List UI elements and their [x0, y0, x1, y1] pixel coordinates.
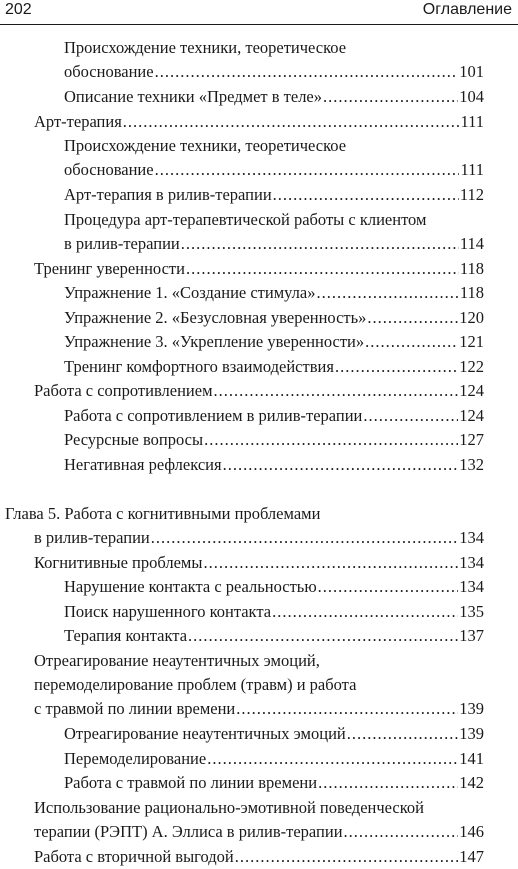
- toc-page-number: 146: [459, 822, 484, 841]
- toc-entry-title: Отреагирование неаутентичных эмоций: [64, 724, 346, 743]
- leader-dots: [344, 820, 459, 844]
- toc-page-number: 121: [459, 332, 484, 351]
- toc-entry-title: Когнитивные проблемы: [34, 553, 203, 572]
- leader-dots: [317, 281, 459, 305]
- toc-page-number: 134: [459, 528, 484, 547]
- leader-dots: [367, 306, 458, 330]
- toc-page-number: 124: [459, 406, 484, 425]
- toc-entry-title: обоснование: [64, 62, 154, 81]
- toc-page-number: 101: [459, 62, 484, 81]
- toc-page-number: 124: [459, 381, 484, 400]
- toc-entry-title: Упражнение 1. «Создание стимула»: [64, 283, 316, 302]
- leader-dots: [155, 158, 460, 182]
- toc-entry-line: Отреагирование неаутентичных эмоций,: [34, 651, 320, 670]
- toc-page-number: 147: [459, 847, 484, 866]
- toc-entry[interactable]: [64, 36, 484, 84]
- toc-entry[interactable]: [64, 183, 484, 207]
- toc-entry-line: Происхождение техники, теоретическое: [64, 136, 347, 155]
- toc-entry[interactable]: [64, 85, 484, 109]
- toc-page-number: 111: [460, 112, 484, 131]
- toc-entry-title: Работа с сопротивлением в рилив-терапии: [64, 406, 363, 425]
- toc-entry-title: Перемоделирование: [64, 749, 207, 768]
- toc-entry-title: Терапия контакта: [64, 626, 188, 645]
- leader-dots: [335, 355, 458, 379]
- toc-entry[interactable]: [34, 551, 484, 575]
- toc-entry-title: Поиск нарушенного контакта: [64, 602, 272, 621]
- toc-page-number: 111: [460, 160, 484, 179]
- toc-entry[interactable]: [64, 771, 484, 795]
- toc-entry-line: перемоделирование проблем (травм) и работа: [34, 675, 357, 694]
- toc-entry[interactable]: [34, 110, 484, 134]
- toc-entry[interactable]: [64, 330, 484, 354]
- leader-dots: [203, 551, 458, 575]
- toc-page-number: 118: [459, 259, 484, 278]
- toc-entry-title: Работа с травмой по линии времени: [64, 773, 318, 792]
- toc-entry-title: терапии (РЭПТ) А. Эллиса в рилив-терапии: [34, 822, 343, 841]
- toc-page-number: 142: [459, 773, 484, 792]
- leader-dots: [151, 526, 459, 550]
- toc-entry-title: в рилив-терапии: [34, 528, 150, 547]
- toc-entry[interactable]: [64, 624, 484, 648]
- toc-entry-title: Арт-терапия в рилив-терапии: [64, 185, 272, 204]
- toc-page-number: 118: [459, 283, 484, 302]
- toc-entry-title: с травмой по линии времени: [34, 699, 236, 718]
- toc-entry-title: обоснование: [64, 160, 154, 179]
- leader-dots: [365, 330, 458, 354]
- toc-entry-title: Работа с сопротивлением: [34, 381, 213, 400]
- leader-dots: [323, 85, 458, 109]
- toc-entry[interactable]: [64, 575, 484, 599]
- leader-dots: [181, 232, 459, 256]
- toc-entry-title: Ресурсные вопросы: [64, 430, 204, 449]
- leader-dots: [123, 110, 460, 134]
- toc-entry-title: Тренинг комфортного взаимодействия: [64, 357, 334, 376]
- toc-page-number: 127: [459, 430, 484, 449]
- toc-page-number: 132: [459, 455, 484, 474]
- toc-entry[interactable]: [34, 796, 484, 844]
- leader-dots: [318, 575, 459, 599]
- toc-page-number: 141: [459, 749, 484, 768]
- toc-entry[interactable]: [64, 747, 484, 771]
- toc-page-number: 122: [459, 357, 484, 376]
- toc-entry[interactable]: [34, 379, 484, 403]
- leader-dots: [204, 428, 458, 452]
- leader-dots: [347, 722, 459, 746]
- leader-dots: [223, 453, 459, 477]
- leader-dots: [186, 257, 459, 281]
- toc-entry-title: Негативная рефлексия: [64, 455, 222, 474]
- toc-page-number: 134: [459, 577, 484, 596]
- toc-page-number: 134: [459, 553, 484, 572]
- leader-dots: [363, 404, 458, 428]
- toc-entry-title: Упражнение 2. «Безусловная уверенность»: [64, 308, 367, 327]
- leader-dots: [155, 60, 459, 84]
- toc-entry[interactable]: [64, 428, 484, 452]
- leader-dots: [235, 845, 458, 869]
- toc-entry-title: Описание техники «Предмет в теле»: [64, 87, 323, 106]
- toc-entry[interactable]: [64, 355, 484, 379]
- toc-entry-line: Процедура арт-терапевтической работы с клиентом: [64, 210, 427, 229]
- toc-page-number: 137: [459, 626, 484, 645]
- toc-entry-title: Арт-терапия: [34, 112, 122, 131]
- page-number: 202: [5, 1, 32, 18]
- toc-entry[interactable]: [64, 134, 484, 182]
- toc-entry-title: Работа с вторичной выгодой: [34, 847, 234, 866]
- toc-entry[interactable]: [64, 600, 484, 624]
- toc-entry[interactable]: [34, 649, 484, 721]
- leader-dots: [214, 379, 459, 403]
- toc-entry[interactable]: [34, 257, 484, 281]
- toc-page-number: 120: [459, 308, 484, 327]
- toc-page-number: 139: [459, 699, 484, 718]
- toc-chapter-entry[interactable]: [5, 502, 484, 550]
- toc-entry[interactable]: [64, 722, 484, 746]
- leader-dots: [188, 624, 458, 648]
- toc-entry[interactable]: [34, 845, 484, 869]
- toc-entry-line: Использование рационально-эмотивной поведенческой: [34, 798, 424, 817]
- running-title: Оглавление: [422, 1, 512, 18]
- leader-dots: [272, 600, 458, 624]
- toc-entry-line: Происхождение техники, теоретическое: [64, 38, 347, 57]
- toc-page-number: 104: [459, 87, 484, 106]
- toc-entry-title: Тренинг уверенности: [34, 259, 185, 278]
- toc-page-number: 114: [459, 234, 484, 253]
- leader-dots: [273, 183, 459, 207]
- toc-entry[interactable]: [64, 208, 484, 256]
- toc-entry[interactable]: [64, 404, 484, 428]
- toc-entry-line: Глава 5. Работа с когнитивными проблемами: [5, 504, 321, 523]
- toc-entry-title: в рилив-терапии: [64, 234, 180, 253]
- toc-entry[interactable]: [64, 306, 484, 330]
- toc-page-number: 112: [459, 185, 484, 204]
- leader-dots: [236, 697, 458, 721]
- leader-dots: [318, 771, 458, 795]
- toc-entry-title: Упражнение 3. «Укрепление уверенности»: [64, 332, 365, 351]
- toc-page-number: 135: [459, 602, 484, 621]
- toc-page-number: 139: [459, 724, 484, 743]
- toc-entry-title: Нарушение контакта с реальностью: [64, 577, 317, 596]
- page-header: [0, 0, 518, 25]
- leader-dots: [207, 747, 458, 771]
- toc-entry[interactable]: [64, 281, 484, 305]
- toc-entry[interactable]: [64, 453, 484, 477]
